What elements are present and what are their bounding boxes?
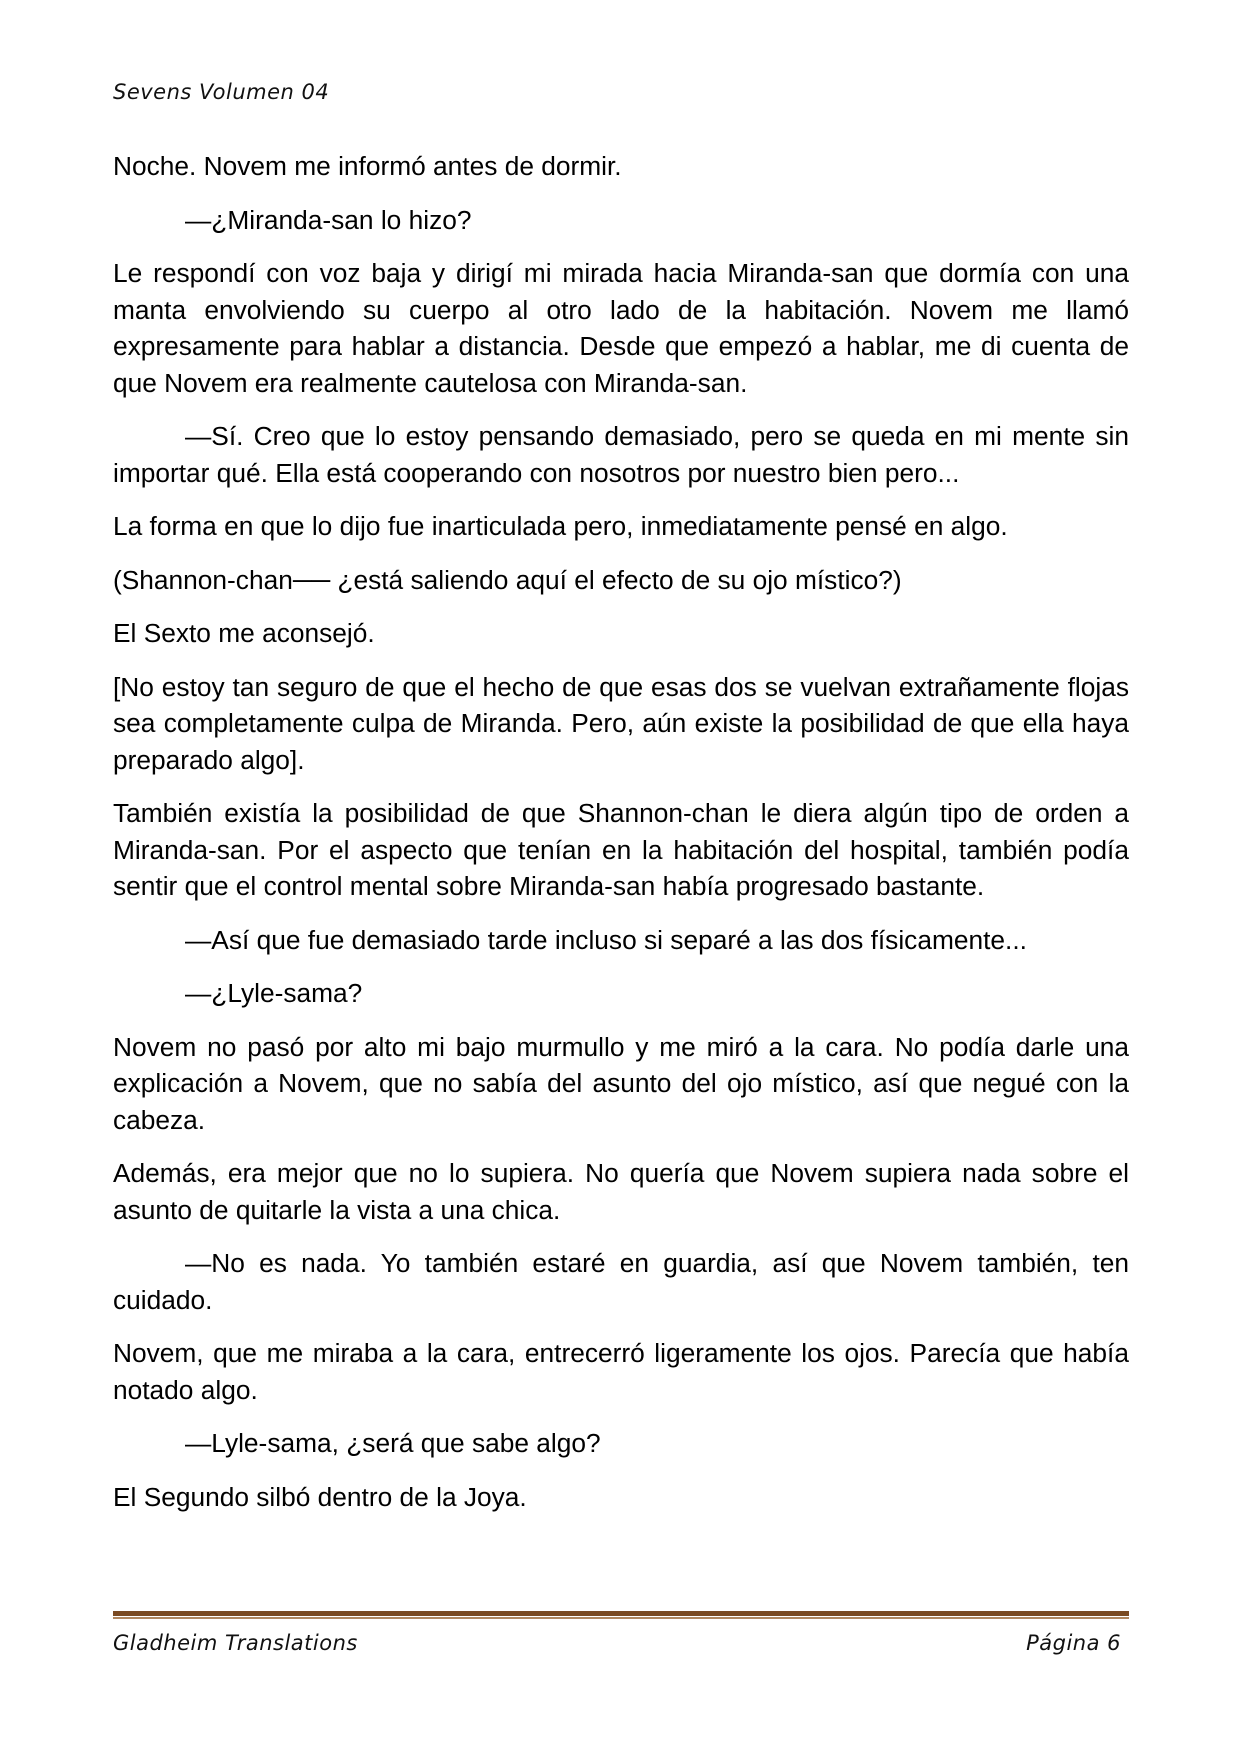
paragraph-8: [No estoy tan seguro de que el hecho de que esas dos se vuelvan extrañamente flojas sea completamente culpa de Miranda. Pero, aún existe la posibilidad de que ella haya preparado algo]. bbox=[113, 671, 1129, 775]
paragraph-11: —¿Lyle-sama? bbox=[185, 978, 363, 1008]
paragraph-10: —Así que fue demasiado tarde incluso si separé a las dos físicamente... bbox=[185, 924, 1027, 955]
paragraph-2: —¿Miranda-san lo hizo? bbox=[185, 204, 472, 235]
paragraph-16: —Lyle-sama, ¿será que sabe algo? bbox=[185, 1428, 601, 1458]
paragraph-5: La forma en que lo dijo fue inarticulada pero, inmediatamente pensé en algo. bbox=[113, 511, 1008, 541]
paragraph-17: El Segundo silbó dentro de la Joya. bbox=[113, 1481, 527, 1512]
paragraph-13: Además, era mejor que no lo supiera. No quería que Novem supiera nada sobre el asunto de quitarle la vista a una chica. bbox=[113, 1158, 1129, 1225]
paragraph-14: —No es nada. Yo también estaré en guardia, así que Novem también, ten cuidado. bbox=[113, 1248, 1129, 1315]
running-header: Sevens Volumen 04 bbox=[113, 80, 330, 104]
paragraph-7: El Sexto me aconsejó. bbox=[113, 618, 375, 648]
footer-divider-thick bbox=[113, 1611, 1129, 1616]
body-text bbox=[113, 148, 1129, 1532]
paragraph-12: Novem no pasó por alto mi bajo murmullo y me miró a la cara. No podía darle una explicación a Novem, que no sabía del asunto del ojo místico, así que negué con la cabeza. bbox=[113, 1031, 1129, 1135]
footer-divider-thin bbox=[113, 1617, 1129, 1619]
paragraph-6: (Shannon-chan── ¿está saliendo aquí el efecto de su ojo místico?) bbox=[113, 564, 902, 595]
paragraph-3: Le respondí con voz baja y dirigí mi mirada hacia Miranda-san que dormía con una manta envolviendo su cuerpo al otro lado de la habitación. Novem me llamó expresamente para hablar a distancia. Desde que empezó a hablar, me di cuenta de que Novem era realmente cautelosa con Miranda-san. bbox=[113, 258, 1129, 398]
page-number: Página 6 bbox=[1026, 1631, 1121, 1655]
paragraph-9: También existía la posibilidad de que Shannon-chan le diera algún tipo de orden a Miranda-san. Por el aspecto que tenían en la habitación del hospital, también podía sentir que el control mental sobre Miranda-san había progresado bastante. bbox=[113, 798, 1129, 901]
paragraph-4: —Sí. Creo que lo estoy pensando demasiado, pero se queda en mi mente sin importar qué. Ella está cooperando con nosotros por nuestro bien pero... bbox=[113, 421, 1129, 488]
paragraph-1: Noche. Novem me informó antes de dormir. bbox=[113, 151, 622, 181]
footer-publisher: Gladheim Translations bbox=[113, 1631, 358, 1655]
paragraph-15: Novem, que me miraba a la cara, entrecerró ligeramente los ojos. Parecía que había notado algo. bbox=[113, 1338, 1129, 1405]
footer-divider bbox=[113, 1611, 1129, 1619]
